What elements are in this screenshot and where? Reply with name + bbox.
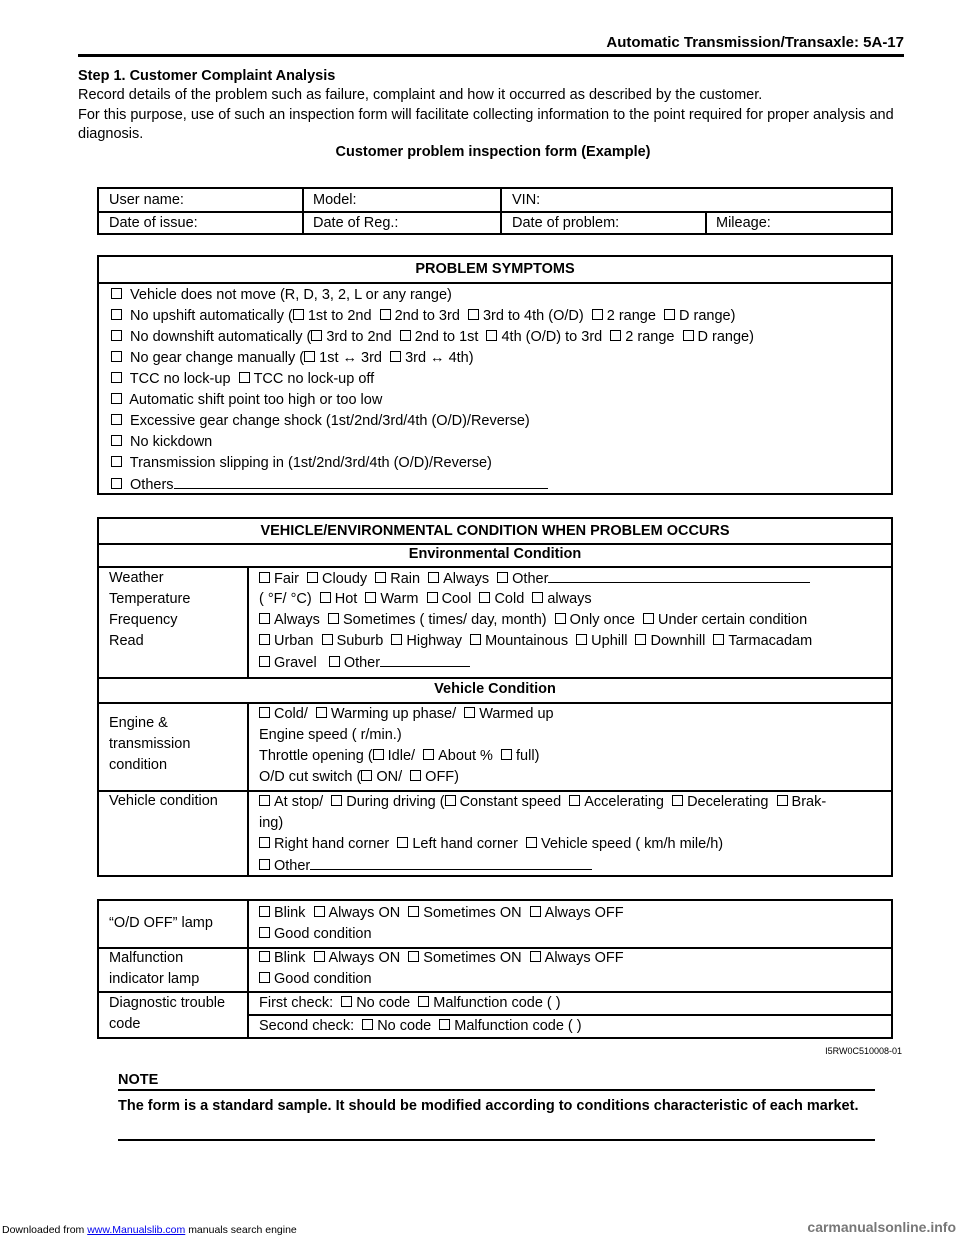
section-title: Automatic Transmission/Transaxle: 5A-17	[606, 34, 904, 51]
checkbox	[311, 330, 322, 341]
checkbox	[526, 837, 537, 848]
frequency-options: Always Sometimes ( times/ day, month) Only once Under certain condition	[259, 612, 807, 628]
date-of-issue-label: Date of issue:	[109, 215, 198, 231]
checkbox	[361, 770, 372, 781]
vehicle-options-4: Other	[259, 857, 592, 874]
engine-label-1: Engine &	[109, 715, 168, 731]
checkbox	[111, 330, 122, 341]
checkbox	[314, 951, 325, 962]
checkbox	[259, 837, 270, 848]
checkbox	[501, 749, 512, 760]
vehicle-options-1: At stop/ During driving ( Constant speed Accelerating Decelerating Brak-	[259, 794, 826, 810]
checkbox	[400, 330, 411, 341]
checkbox	[365, 592, 376, 603]
checkbox	[322, 634, 333, 645]
checkbox	[479, 592, 490, 603]
checkbox	[672, 795, 683, 806]
dtc-first-check: First check: No code Malfunction code ( )	[259, 995, 561, 1011]
checkbox	[635, 634, 646, 645]
checkbox	[380, 309, 391, 320]
figure-code: I5RW0C510008-01	[825, 1046, 902, 1056]
od-lamp-good: Good condition	[259, 926, 372, 942]
note-text: The form is a standard sample. It should be modified according to conditions characteristic of each market.	[118, 1098, 859, 1114]
checkbox	[530, 906, 541, 917]
temperature-label: Temperature	[109, 591, 191, 607]
checkbox	[111, 456, 122, 467]
checkbox	[111, 414, 122, 425]
checkbox	[530, 951, 541, 962]
vehicle-condition-title: Vehicle Condition	[434, 681, 556, 697]
mil-good: Good condition	[259, 971, 372, 987]
checkbox	[439, 1019, 450, 1030]
intro-line-1: Record details of the problem such as failure, complaint and how it occurred as described by the customer.	[78, 87, 763, 104]
checkbox	[331, 795, 342, 806]
throttle-opening: Throttle opening ( Idle/ About % full)	[259, 748, 540, 764]
engine-speed: Engine speed ( r/min.)	[259, 727, 402, 743]
symptom-item: Vehicle does not move (R, D, 3, 2, L or any range)	[111, 287, 452, 303]
checkbox	[445, 795, 456, 806]
symptom-item: Transmission slipping in (1st/2nd/3rd/4th (O/D)/Reverse)	[111, 455, 492, 471]
checkbox	[259, 951, 270, 962]
checkbox	[259, 572, 270, 583]
environmental-title: Environmental Condition	[408, 546, 582, 562]
mil-label-2: indicator lamp	[109, 971, 200, 987]
symptom-item: No gear change manually ( 1st ↔ 3rd 3rd ↔ 4th)	[111, 350, 474, 366]
checkbox	[569, 795, 580, 806]
od-lamp-options: Blink Always ON Sometimes ON Always OFF	[259, 905, 624, 921]
note-title: NOTE	[118, 1072, 159, 1088]
checkbox	[423, 749, 434, 760]
vehicle-options-3: Right hand corner Left hand corner Vehicle speed ( km/h mile/h)	[259, 836, 723, 852]
checkbox	[259, 859, 270, 870]
checkbox	[314, 906, 325, 917]
checkbox	[320, 592, 331, 603]
symptom-item: Others	[111, 476, 548, 493]
checkbox	[428, 572, 439, 583]
checkbox	[470, 634, 481, 645]
checkbox	[259, 634, 270, 645]
checkbox	[555, 613, 566, 624]
checkbox	[304, 351, 315, 362]
checkbox	[259, 613, 270, 624]
checkbox	[683, 330, 694, 341]
temperature-options: ( °F/ °C) Hot Warm Cool Cold always	[259, 591, 592, 607]
symptom-item: No downshift automatically ( 3rd to 2nd 2nd to 1st 4th (O/D) to 3rd 2 range D range)	[111, 329, 754, 345]
vehicle-condition-label: Vehicle condition	[109, 793, 218, 809]
checkbox	[259, 972, 270, 983]
checkbox	[293, 309, 304, 320]
date-of-problem-label: Date of problem:	[512, 215, 620, 231]
page-header	[78, 34, 904, 52]
vin-label: VIN:	[512, 192, 541, 208]
model-label: Model:	[313, 192, 357, 208]
engine-label-3: condition	[109, 757, 168, 773]
checkbox	[375, 572, 386, 583]
checkbox	[239, 372, 250, 383]
checkbox	[610, 330, 621, 341]
intro-text	[78, 67, 908, 144]
checkbox	[307, 572, 318, 583]
od-cut-switch: O/D cut switch ( ON/ OFF)	[259, 769, 459, 785]
checkbox	[111, 478, 122, 489]
condition-table	[97, 517, 893, 877]
checkbox	[329, 656, 340, 667]
checkbox	[259, 656, 270, 667]
checkbox	[259, 927, 270, 938]
intro-line-2: For this purpose, use of such an inspection form will facilitate collecting information to the point required for proper analysis and diagnosis.	[78, 106, 894, 142]
symptom-item: TCC no lock-up TCC no lock-up off	[111, 371, 374, 387]
checkbox	[362, 1019, 373, 1030]
symptom-item: Automatic shift point too high or too low	[111, 392, 382, 408]
date-of-reg-label: Date of Reg.:	[313, 215, 399, 231]
checkbox	[408, 906, 419, 917]
checkbox	[391, 634, 402, 645]
mileage-label: Mileage:	[716, 215, 771, 231]
checkbox	[111, 372, 122, 383]
problem-symptoms-table	[97, 255, 893, 495]
engine-label-2: transmission	[109, 736, 191, 752]
checkbox	[111, 435, 122, 446]
road-label: Read	[109, 633, 144, 649]
lamp-table	[97, 899, 893, 1039]
symptom-item: Excessive gear change shock (1st/2nd/3rd/4th (O/D)/Reverse)	[111, 413, 530, 429]
od-off-lamp-label: “O/D OFF” lamp	[109, 915, 213, 931]
mil-label-1: Malfunction	[109, 950, 184, 966]
note-rule-bottom	[118, 1139, 875, 1141]
symptom-item: No kickdown	[111, 434, 212, 450]
vehicle-options-2: ing)	[259, 815, 284, 831]
checkbox	[464, 707, 475, 718]
checkbox	[408, 951, 419, 962]
checkbox	[497, 572, 508, 583]
checkbox	[390, 351, 401, 362]
checkbox	[259, 795, 270, 806]
info-table	[97, 187, 893, 235]
conditions-title: VEHICLE/ENVIRONMENTAL CONDITION WHEN PROBLEM OCCURS	[260, 523, 730, 539]
dtc-label-2: code	[109, 1016, 141, 1032]
dtc-label-1: Diagnostic trouble	[109, 995, 226, 1011]
checkbox	[373, 749, 384, 760]
weather-label: Weather	[109, 570, 164, 586]
checkbox	[410, 770, 421, 781]
checkbox	[468, 309, 479, 320]
header-rule	[78, 54, 904, 57]
symptoms-title: PROBLEM SYMPTOMS	[415, 261, 575, 277]
checkbox	[397, 837, 408, 848]
note-rule-top	[118, 1089, 875, 1091]
step-title: Step 1. Customer Complaint Analysis	[78, 68, 336, 84]
symptom-item: No upshift automatically ( 1st to 2nd 2nd to 3rd 3rd to 4th (O/D) 2 range D range)	[111, 308, 735, 324]
mil-options: Blink Always ON Sometimes ON Always OFF	[259, 950, 624, 966]
checkbox	[259, 906, 270, 917]
watermark: carmanualsonline.info	[807, 1219, 956, 1235]
engine-options-1: Cold/ Warming up phase/ Warmed up	[259, 706, 554, 722]
checkbox	[592, 309, 603, 320]
manualslib-link[interactable]: www.Manualslib.com	[87, 1224, 186, 1236]
checkbox	[643, 613, 654, 624]
checkbox	[777, 795, 788, 806]
road-options: Urban Suburb Highway Mountainous Uphill Downhill Tarmacadam	[259, 633, 812, 649]
checkbox	[259, 707, 270, 718]
checkbox	[664, 309, 675, 320]
checkbox	[418, 996, 429, 1007]
checkbox	[111, 351, 122, 362]
checkbox	[341, 996, 352, 1007]
user-name-label: User name:	[109, 192, 184, 208]
weather-options: Fair Cloudy Rain Always Other	[259, 570, 810, 587]
checkbox	[111, 393, 122, 404]
checkbox	[576, 634, 587, 645]
checkbox	[486, 330, 497, 341]
form-caption: Customer problem inspection form (Example)	[335, 144, 651, 160]
checkbox	[713, 634, 724, 645]
checkbox	[427, 592, 438, 603]
download-footer: Downloaded from www.Manualslib.com manuals search engine	[2, 1224, 297, 1236]
frequency-label: Frequency	[109, 612, 178, 628]
checkbox	[532, 592, 543, 603]
checkbox	[111, 288, 122, 299]
checkbox	[111, 309, 122, 320]
checkbox	[328, 613, 339, 624]
checkbox	[316, 707, 327, 718]
dtc-second-check: Second check: No code Malfunction code ( )	[259, 1018, 582, 1034]
road-options-2: Gravel Other	[259, 654, 470, 671]
